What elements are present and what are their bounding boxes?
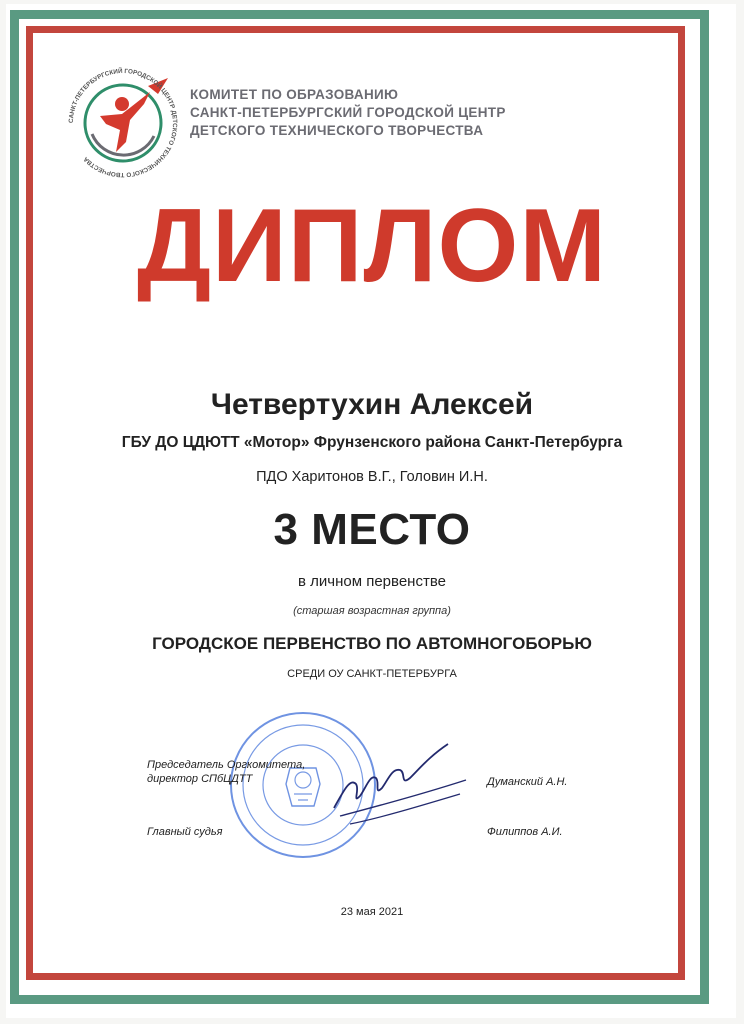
center-name-line1: САНКТ-ПЕТЕРБУРГСКИЙ ГОРОДСКОЙ ЦЕНТР <box>190 105 506 120</box>
award-place: 3 МЕСТО <box>273 505 471 554</box>
judge-name: Филиппов А.И. <box>487 826 563 838</box>
recipient-organization: ГБУ ДО ЦДЮТТ «Мотор» Фрунзенского района Санкт-Петербурга <box>121 434 623 451</box>
recipient-teachers: ПДО Харитонов В.Г., Головин И.Н. <box>256 469 488 485</box>
award-age-group: (старшая возрастная группа) <box>293 605 451 617</box>
event-name: ГОРОДСКОЕ ПЕРВЕНСТВО ПО АВТОМНОГОБОРЬЮ <box>152 634 592 653</box>
chair-title-line1: Председатель Оргкомитета, <box>147 759 306 771</box>
diploma-title: ДИПЛОМ <box>136 188 608 304</box>
judge-title: Главный судья <box>147 826 223 838</box>
event-participants: СРЕДИ ОУ САНКТ-ПЕТЕРБУРГА <box>287 668 457 680</box>
chair-name: Думанский А.Н. <box>487 776 568 788</box>
handwritten-signature <box>330 738 470 828</box>
issue-date: 23 мая 2021 <box>340 906 404 918</box>
logo-ring-text: САНКТ-ПЕТЕРБУРГСКИЙ ГОРОДСКОЙ ЦЕНТР ДЕТСКОГО ТЕХНИЧЕСКОГО ТВОРЧЕСТВА <box>67 67 179 179</box>
chair-title-line2: директор СПбЦДТТ <box>147 773 253 785</box>
issuer-block <box>190 86 506 140</box>
committee-name: КОМИТЕТ ПО ОБРАЗОВАНИЮ <box>190 87 399 102</box>
chair-title <box>147 758 305 786</box>
sdtt-logo <box>64 64 182 182</box>
recipient-name: Четвертухин Алексей <box>210 388 534 421</box>
center-name-line2: ДЕТСКОГО ТЕХНИЧЕСКОГО ТВОРЧЕСТВА <box>190 123 484 138</box>
award-category: в личном первенстве <box>298 573 446 590</box>
